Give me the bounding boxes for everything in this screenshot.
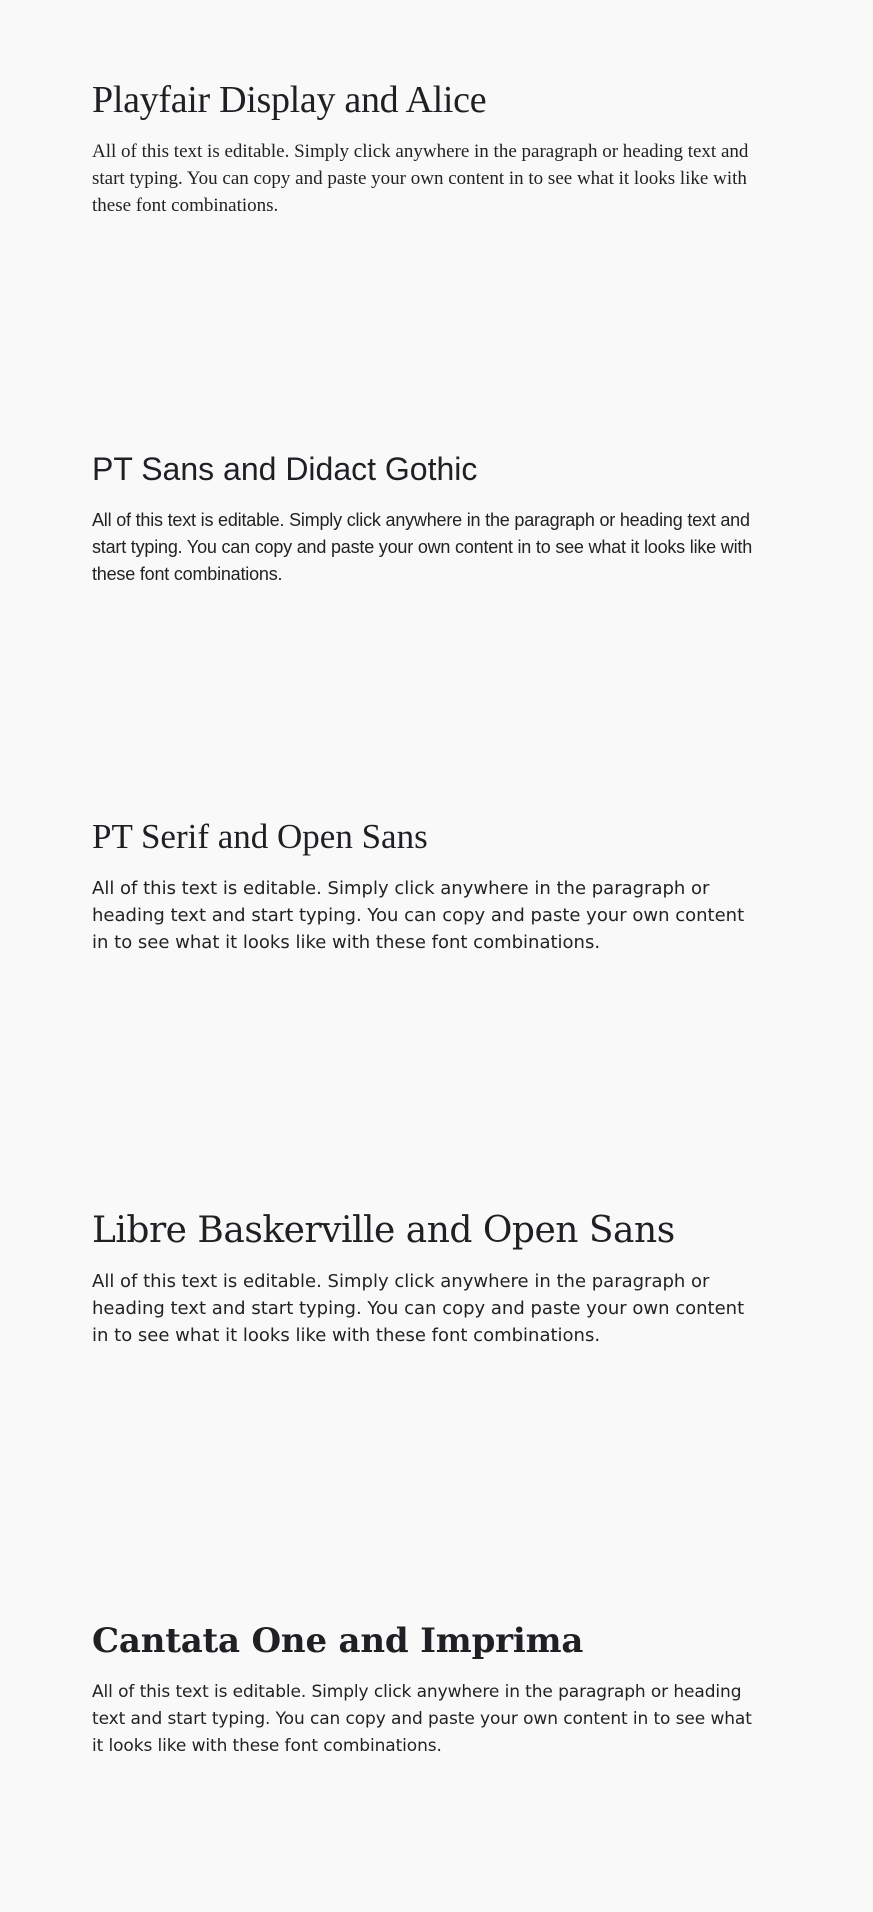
font-pair-cantata-imprima [92,1617,752,1760]
font-pair-playfair-alice [92,76,752,219]
pair-body-text[interactable]: All of this text is editable. Simply click anywhere in the paragraph or heading text and start typing. You can copy and paste your own content in to see what it looks like with these font combinations. [92,141,749,216]
pair-heading[interactable]: Libre Baskerville and Open Sans [92,1210,675,1251]
pair-body-text[interactable]: All of this text is editable. Simply click anywhere in the paragraph or heading text and start typing. You can copy and paste your own content in to see what it looks like with these font combinations. [92,510,752,584]
pair-body-text[interactable]: All of this text is editable. Simply click anywhere in the paragraph or heading text and start typing. You can copy and paste your own content in to see what it looks like with these font combinations. [92,1271,745,1346]
pair-heading[interactable]: PT Sans and Didact Gothic [92,451,478,487]
pair-heading[interactable]: Playfair Display and Alice [92,79,487,121]
pair-heading[interactable]: PT Serif and Open Sans [92,817,428,856]
pair-body-text[interactable]: All of this text is editable. Simply click anywhere in the paragraph or heading text and start typing. You can copy and paste your own content in to see what it looks like with these font combinations. [92,878,745,953]
pair-body-text[interactable]: All of this text is editable. Simply click anywhere in the paragraph or heading text and start typing. You can copy and paste your own content in to see what it looks like with these font combinations. [92,1682,752,1756]
font-pair-ptserif-opensans [92,813,752,956]
font-pair-ptsans-didact [92,445,752,588]
pair-heading[interactable]: Cantata One and Imprima [92,1621,584,1661]
font-pair-baskerville-opensans [92,1206,752,1349]
